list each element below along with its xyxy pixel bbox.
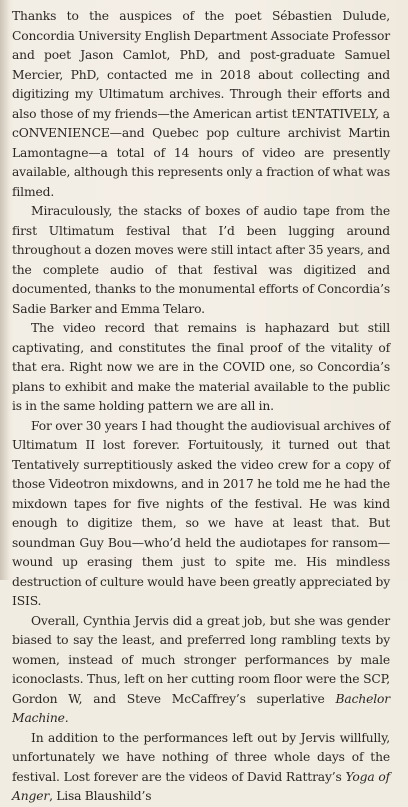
body-text [12,7,390,807]
work-title-yoga-of-anger: Yoga of Anger [12,769,391,803]
paragraph-2 [12,202,390,319]
paragraph-3 [12,319,390,417]
paragraph-2-text: Miraculously, the stacks of boxes of audio tape from the first Ultimatum festival that I’d been lugging around throughout a dozen moves were still intact after 35 years, and the complete audio of that festival was digitized and documented, thanks to the monumental efforts of Concordia’s Sadie Barker and Emma Telaro. [12,204,390,316]
paragraph-1-text: Thanks to the auspices of the poet Sébastien Dulude, Concordia University English Department Associate Professor and poet Jason Camlot, PhD, and post-graduate Samuel Mercier, PhD, contacted me in 2018 about collecting and digitizing my Ultimatum archives. Through their efforts and also those of my friends—the American artist tENTATIVELY, a cONVENIENCE—and Quebec pop culture archivist Martin Lamontagne—a total of 14 hours of video are presently available, although this represents only a fraction of what was filmed. [12,9,390,199]
paragraph-6-text-start: In addition to the performances left out by Jervis willfully, unfortunately we have nothing of three whole days of the festival. Lost forever are the videos of David Rattray’s [12,730,390,784]
paragraph-5 [12,612,390,729]
paragraph-6 [12,729,390,807]
page-gutter-shadow [0,0,10,580]
paragraph-4 [12,417,390,612]
paragraph-1 [12,7,390,202]
paragraph-3-text: The video record that remains is haphazard but still captivating, and constitutes the final proof of the vitality of that era. Right now we are in the COVID one, so Concordia’s plans to exhibit and make the material available to the public is in the same holding pattern we are all in. [12,321,390,413]
paragraph-5-text: Overall, Cynthia Jervis did a great job, but she was gender biased to say the least, and preferred long rambling texts by women, instead of much stronger performances by male iconoclasts. Thus, left on her cutting room floor were the SCP, Gordon W, and Steve McCaffrey’s superlative [12,613,390,706]
paragraph-6-text-end: , Lisa Blaushild’s [49,789,152,803]
paragraph-4-text: For over 30 years I had thought the audiovisual archives of Ultimatum II lost forever. Fortuitously, it turned out that Tentatively surreptitiously asked the video crew for a copy of those Videotron mixdowns, and in 2017 he told me he had the mixdown tapes for five nights of the festival. He was kind enough to digitize them, so we have at least that. But soundman Guy Bou—who’d held the audiotapes for ransom—wound up erasing them just to spite me. His mindless destruction of culture would have been greatly appreciated by ISIS. [12,418,390,608]
work-title-bachelor-machine: Bachelor Machine. [12,691,390,725]
